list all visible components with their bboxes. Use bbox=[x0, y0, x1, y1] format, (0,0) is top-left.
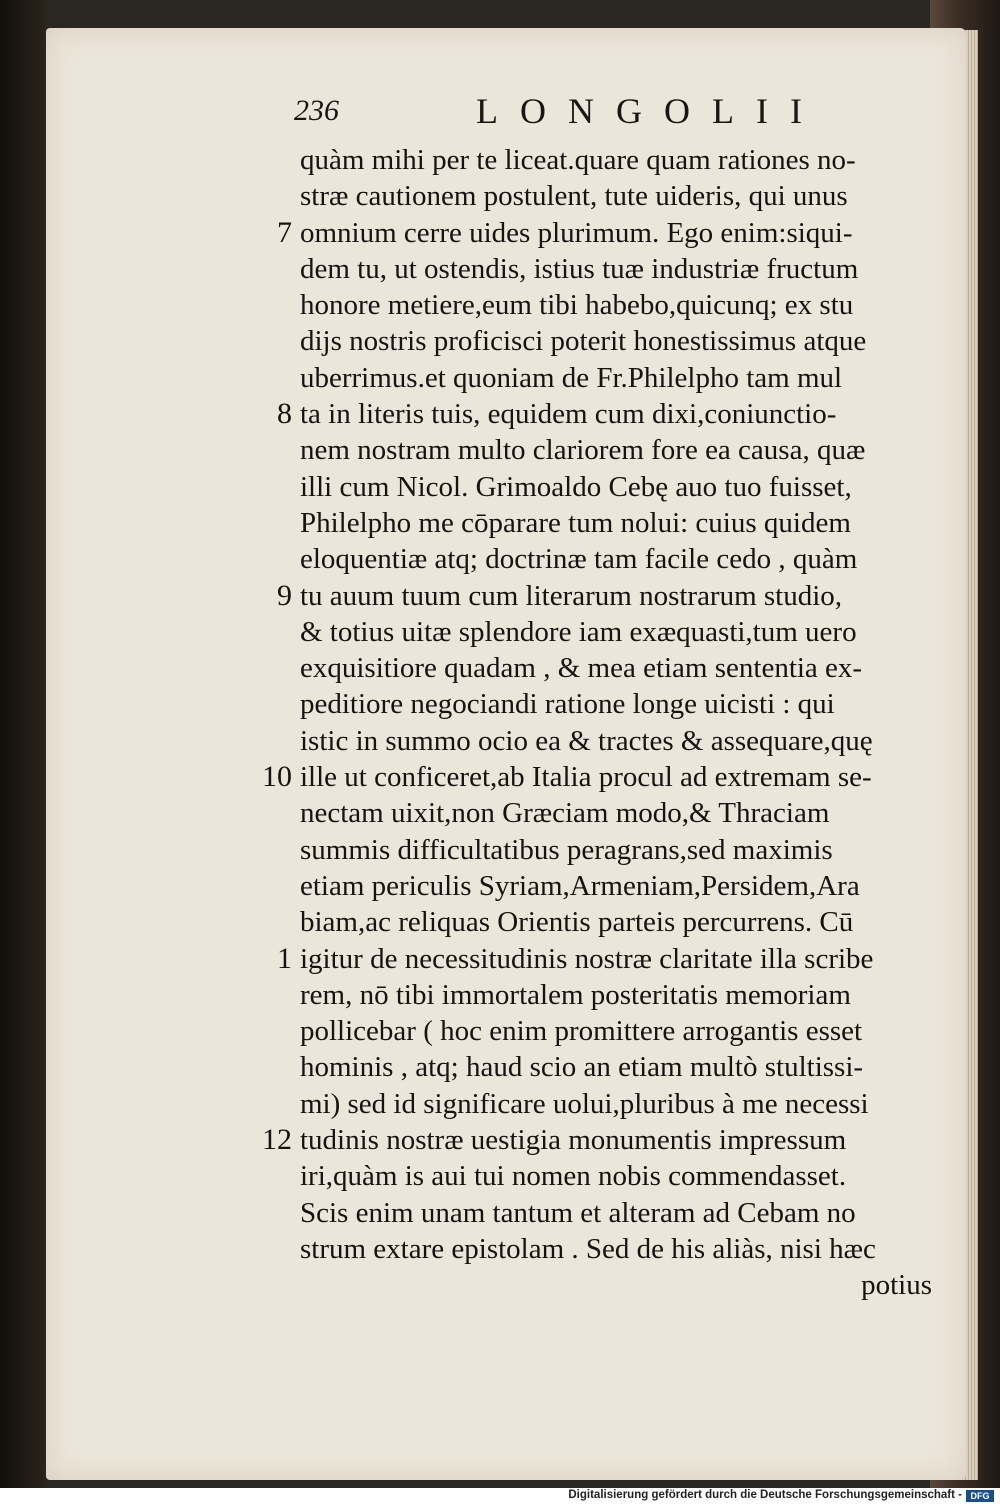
text-line bbox=[300, 469, 940, 505]
text-line bbox=[300, 977, 940, 1013]
line-text: nectam uixit,non Græciam modo,& Thraciam bbox=[300, 797, 830, 830]
line-text: Philelpho me cōparare tum nolui: cuius quidem bbox=[300, 506, 851, 539]
dfg-logo-icon: DFG bbox=[966, 1490, 994, 1502]
line-text: exquisitiore quadam , & mea etiam sententia ex- bbox=[300, 652, 863, 685]
text-line bbox=[277, 396, 940, 432]
line-text: peditiore negociandi ratione longe uicisti : qui bbox=[300, 688, 835, 721]
line-text: summis difficultatibus peragrans,sed maximis bbox=[300, 833, 833, 866]
margin-number: 1 bbox=[277, 941, 292, 975]
line-text: illi cum Nicol. Grimoaldo Cebę auo tuo fuisset, bbox=[300, 470, 852, 503]
running-title: LONGOLII bbox=[476, 91, 824, 131]
line-text: nem nostram multo clariorem fore ea causa, quæ bbox=[300, 434, 866, 467]
text-line bbox=[300, 650, 940, 686]
page-number: 236 bbox=[294, 94, 339, 127]
line-text: dem tu, ut ostendis, istius tuæ industriæ fructum bbox=[300, 252, 859, 285]
line-text: biam,ac reliquas Orientis parteis percurrens. Cū bbox=[300, 906, 854, 939]
text-line bbox=[300, 1049, 940, 1085]
footer-bar bbox=[0, 1488, 1000, 1505]
margin-number: 8 bbox=[277, 397, 292, 431]
footer-credit: Digitalisierung gefördert durch die Deutsche Forschungsgemeinschaft - bbox=[568, 1489, 962, 1501]
line-text: pollicebar ( hoc enim promittere arrogantis esset bbox=[300, 1015, 863, 1048]
text-line bbox=[300, 360, 940, 396]
text-line bbox=[300, 1195, 940, 1231]
text-line bbox=[262, 1122, 940, 1158]
text-line bbox=[277, 941, 940, 977]
body-text bbox=[262, 142, 940, 1304]
text-line bbox=[300, 832, 940, 868]
text-line bbox=[300, 723, 940, 759]
text-line bbox=[300, 1013, 940, 1049]
line-text: honore metiere,eum tibi habebo,quicunq; ex stu bbox=[300, 289, 854, 322]
line-text: tu auum tuum cum literarum nostrarum studio, bbox=[300, 579, 843, 612]
text-line bbox=[277, 578, 940, 614]
line-text: iri,quàm is aui tui nomen nobis commendasset. bbox=[300, 1160, 847, 1193]
text-line bbox=[300, 614, 940, 650]
text-line bbox=[300, 1231, 940, 1267]
line-text: ta in literis tuis, equidem cum dixi,coniunctio- bbox=[300, 398, 837, 431]
text-line bbox=[300, 142, 940, 178]
text-line bbox=[300, 795, 940, 831]
line-text: dijs nostris proficisci poterit honestissimus atque bbox=[300, 325, 867, 358]
page-header bbox=[296, 90, 936, 135]
line-text: istic in summo ocio ea & tractes & assequare,quę bbox=[300, 724, 873, 757]
line-text: strum extare epistolam . Sed de his aliàs, nisi hæc bbox=[300, 1232, 876, 1265]
text-line bbox=[300, 505, 940, 541]
text-line bbox=[262, 759, 940, 795]
text-line bbox=[300, 323, 940, 359]
text-line bbox=[300, 178, 940, 214]
line-text: quàm mihi per te liceat.quare quam rationes no- bbox=[300, 144, 856, 176]
line-text: stræ cautionem postulent, tute uideris, qui unus bbox=[300, 180, 848, 213]
line-text: mi) sed id significare uolui,pluribus à me necessi bbox=[300, 1087, 869, 1120]
text-line bbox=[300, 686, 940, 722]
text-line bbox=[300, 287, 940, 323]
text-line bbox=[300, 868, 940, 904]
line-text: hominis , atq; haud scio an etiam multò stultissi- bbox=[300, 1051, 864, 1084]
line-text: etiam periculis Syriam,Armeniam,Persidem,Ara bbox=[300, 869, 860, 902]
margin-number: 12 bbox=[262, 1123, 292, 1157]
line-text: ille ut conficeret,ab Italia procul ad extremam se- bbox=[300, 761, 872, 794]
line-text: omnium cerre uides plurimum. Ego enim:siqui- bbox=[300, 216, 853, 249]
line-text: uberrimus.et quoniam de Fr.Philelpho tam mul bbox=[300, 361, 843, 394]
line-text: & totius uitæ splendore iam exæquasti,tum uero bbox=[300, 615, 857, 648]
book-spine-shadow bbox=[0, 0, 45, 1490]
catchword: potius bbox=[861, 1269, 932, 1302]
line-text: Scis enim unam tantum et alteram ad Cebam no bbox=[300, 1196, 856, 1229]
text-line bbox=[277, 215, 940, 251]
margin-number: 10 bbox=[262, 760, 292, 794]
line-text: eloquentiæ atq; doctrinæ tam facile cedo , quàm bbox=[300, 543, 858, 576]
text-line bbox=[300, 251, 940, 287]
text-line bbox=[300, 432, 940, 468]
margin-number: 7 bbox=[277, 215, 292, 249]
line-text: igitur de necessitudinis nostræ claritate illa scribe bbox=[300, 942, 874, 975]
text-line bbox=[300, 904, 940, 940]
line-text: tudinis nostræ uestigia monumentis impressum bbox=[300, 1124, 847, 1157]
line-text: rem, nō tibi immortalem posteritatis memoriam bbox=[300, 978, 851, 1011]
text-line bbox=[300, 1158, 940, 1194]
text-line bbox=[300, 1086, 940, 1122]
text-line bbox=[300, 541, 940, 577]
margin-number: 9 bbox=[277, 578, 292, 612]
